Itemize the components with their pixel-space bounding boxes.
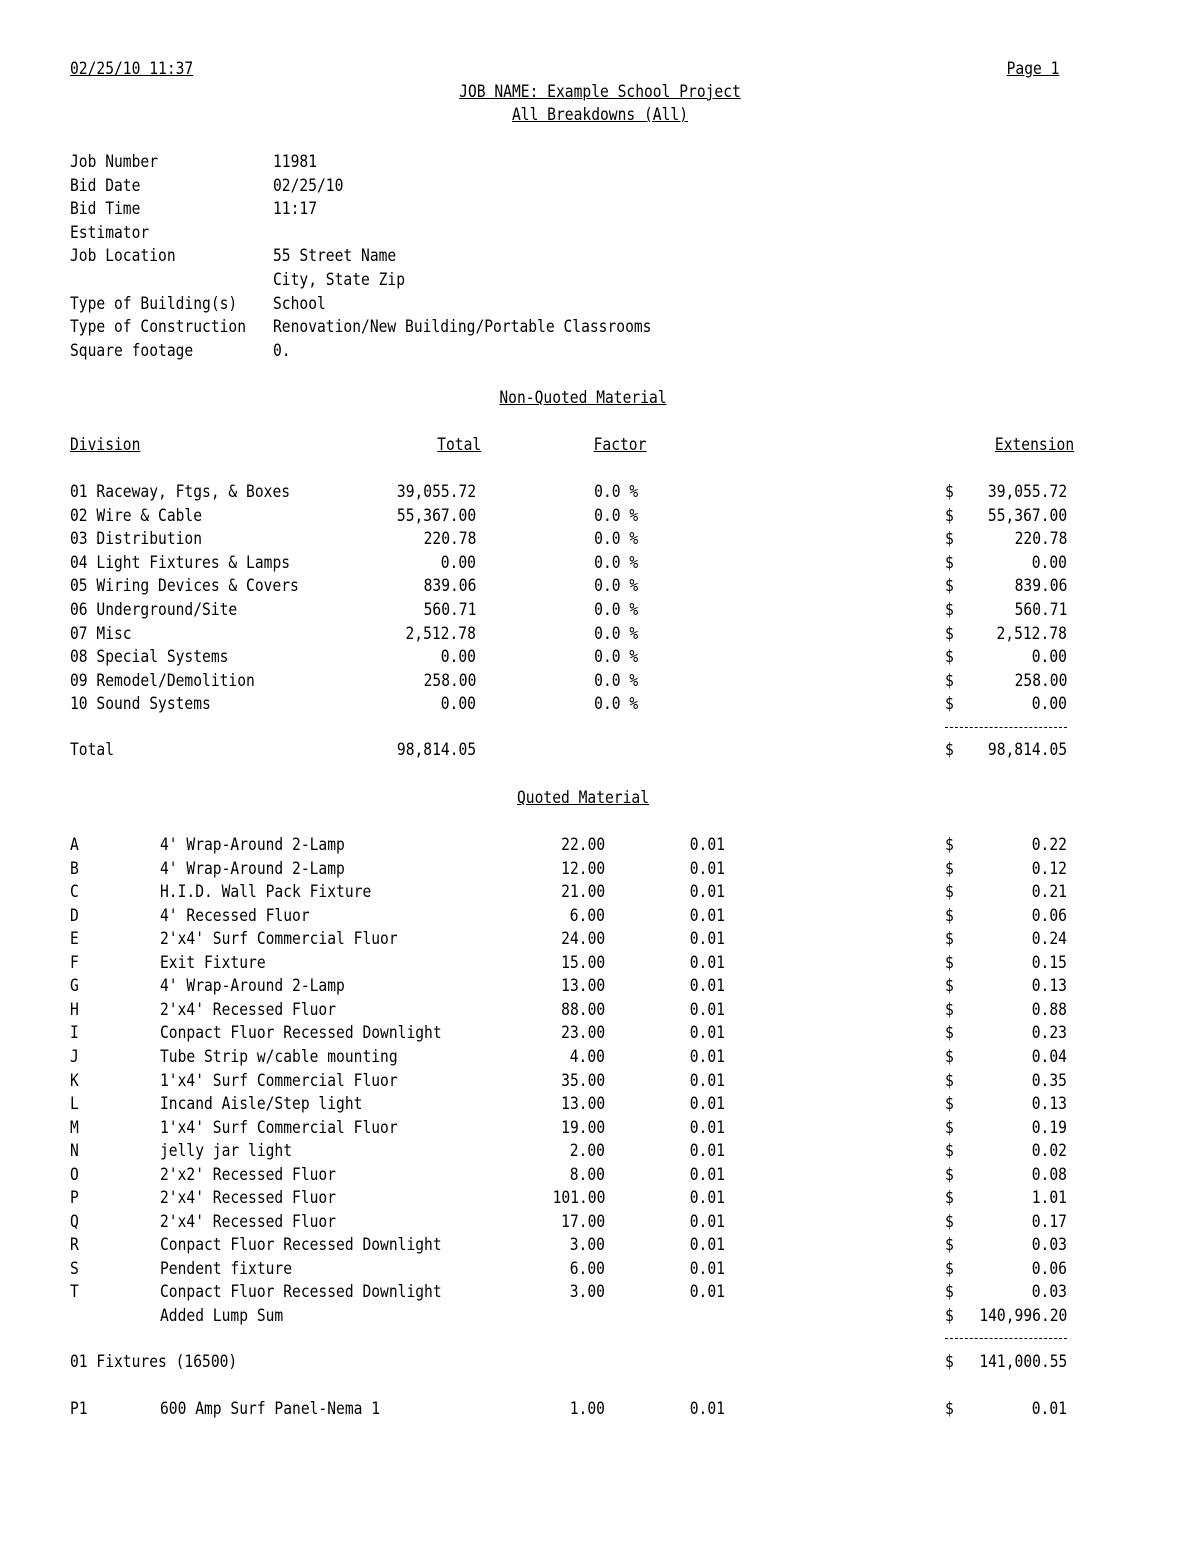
item-description: 2'x4' Recessed Fluor <box>160 1188 337 1209</box>
item-quantity: 23.00 <box>560 1023 605 1044</box>
currency-symbol: $ <box>945 600 954 620</box>
division-name: 04 Light Fixtures & Lamps <box>70 552 291 573</box>
item-code: B <box>70 858 79 879</box>
job-info-label: Job Location <box>70 246 176 267</box>
job-info-value: Renovation/New Building/Portable Classrooms <box>273 317 652 338</box>
division-factor: 0.0 % <box>593 647 638 668</box>
job-info-label: Square footage <box>70 340 194 361</box>
item-description: Incand Aisle/Step light <box>160 1094 363 1115</box>
division-factor: 0.0 % <box>593 623 638 644</box>
item-price: 0.01 <box>689 1023 725 1044</box>
job-info-label: Bid Time <box>70 199 141 220</box>
job-info-label: Type of Construction <box>70 317 247 338</box>
item-quantity: 1.00 <box>569 1399 605 1419</box>
currency-symbol: $ <box>945 1117 954 1138</box>
item-price: 0.01 <box>689 929 725 950</box>
currency-symbol: $ <box>945 1235 954 1256</box>
report-datetime: 02/25/10 11:37 <box>70 59 194 79</box>
item-extension: 0.24 <box>1031 929 1067 950</box>
column-header-factor: Factor <box>593 435 646 455</box>
item-description: 4' Recessed Fluor <box>160 905 310 926</box>
currency-symbol: $ <box>945 1282 954 1303</box>
item-extension: 0.17 <box>1031 1211 1067 1232</box>
non-quoted-section-title: Non-Quoted Material <box>499 388 667 408</box>
currency-symbol: $ <box>945 552 954 573</box>
job-info-value: 0. <box>273 340 291 361</box>
division-total: 258.00 <box>423 670 476 691</box>
division-factor: 0.0 % <box>593 670 638 691</box>
item-quantity: 4.00 <box>569 1046 605 1067</box>
currency-symbol: $ <box>945 529 954 550</box>
item-quantity: 15.00 <box>560 952 605 973</box>
division-extension: 0.00 <box>1031 694 1067 715</box>
non-quoted-total-extension: 98,814.05 <box>987 740 1067 760</box>
currency-symbol: $ <box>945 882 954 903</box>
item-extension: 0.06 <box>1031 905 1067 926</box>
division-total: 220.78 <box>423 529 476 550</box>
item-extension: 0.03 <box>1031 1282 1067 1303</box>
non-quoted-total-value: 98,814.05 <box>396 740 476 760</box>
item-code: I <box>70 1023 79 1044</box>
item-code: L <box>70 1094 79 1115</box>
job-info-label: Type of Building(s) <box>70 293 238 314</box>
division-name: 07 Misc <box>70 623 132 644</box>
division-factor: 0.0 % <box>593 482 638 502</box>
division-total: 0.00 <box>440 694 476 715</box>
non-quoted-total-separator <box>945 727 1067 728</box>
item-description: Conpact Fluor Recessed Downlight <box>160 1282 442 1303</box>
item-quantity: 19.00 <box>560 1117 605 1138</box>
fixtures-subtotal-extension: 141,000.55 <box>978 1352 1067 1372</box>
item-quantity: 6.00 <box>569 1258 605 1279</box>
division-total: 55,367.00 <box>396 505 476 526</box>
item-extension: 0.12 <box>1031 858 1067 879</box>
currency-symbol: $ <box>945 976 954 997</box>
job-info-value: City, State Zip <box>273 270 406 290</box>
currency-symbol: $ <box>945 1141 954 1162</box>
currency-symbol: $ <box>945 1258 954 1279</box>
division-extension: 560.71 <box>1014 600 1067 620</box>
job-info-label: Job Number <box>70 152 159 172</box>
job-info-value: 02/25/10 <box>273 175 344 196</box>
item-price: 0.01 <box>689 952 725 973</box>
item-quantity: 13.00 <box>560 1094 605 1115</box>
item-code: M <box>70 1117 79 1138</box>
item-quantity: 3.00 <box>569 1235 605 1256</box>
division-extension: 0.00 <box>1031 552 1067 573</box>
non-quoted-total-label: Total <box>70 740 115 760</box>
page-number: Page 1 <box>1006 59 1059 79</box>
item-description: 600 Amp Surf Panel-Nema 1 <box>160 1399 381 1419</box>
division-extension: 0.00 <box>1031 647 1067 668</box>
division-factor: 0.0 % <box>593 529 638 550</box>
currency-symbol: $ <box>945 905 954 926</box>
item-extension: 0.88 <box>1031 999 1067 1020</box>
currency-symbol: $ <box>945 1094 954 1115</box>
item-description: Added Lump Sum <box>160 1306 284 1326</box>
item-price: 0.01 <box>689 1211 725 1232</box>
item-price: 0.01 <box>689 1399 725 1419</box>
quoted-subtotal-separator <box>945 1338 1067 1339</box>
currency-symbol: $ <box>945 835 954 855</box>
item-description: 2'x2' Recessed Fluor <box>160 1164 337 1185</box>
division-name: 05 Wiring Devices & Covers <box>70 576 299 597</box>
currency-symbol: $ <box>945 647 954 668</box>
item-code: N <box>70 1141 79 1162</box>
item-quantity: 101.00 <box>552 1188 605 1209</box>
item-quantity: 13.00 <box>560 976 605 997</box>
currency-symbol: $ <box>945 694 954 715</box>
item-price: 0.01 <box>689 858 725 879</box>
division-total: 39,055.72 <box>396 482 476 502</box>
currency-symbol: $ <box>945 1188 954 1209</box>
division-factor: 0.0 % <box>593 552 638 573</box>
item-code: F <box>70 952 79 973</box>
item-description: 2'x4' Recessed Fluor <box>160 1211 337 1232</box>
item-price: 0.01 <box>689 905 725 926</box>
item-extension: 0.08 <box>1031 1164 1067 1185</box>
division-name: 06 Underground/Site <box>70 600 238 620</box>
item-code: J <box>70 1046 79 1067</box>
breakdowns-subtitle: All Breakdowns (All) <box>511 105 689 125</box>
currency-symbol: $ <box>945 1352 954 1372</box>
division-extension: 55,367.00 <box>987 505 1067 526</box>
division-name: 08 Special Systems <box>70 647 229 668</box>
currency-symbol: $ <box>945 1211 954 1232</box>
item-code: D <box>70 905 79 926</box>
division-extension: 220.78 <box>1014 529 1067 550</box>
item-extension: 1.01 <box>1031 1188 1067 1209</box>
item-description: Conpact Fluor Recessed Downlight <box>160 1235 442 1256</box>
item-description: 4' Wrap-Around 2-Lamp <box>160 858 345 879</box>
item-description: Conpact Fluor Recessed Downlight <box>160 1023 442 1044</box>
item-quantity: 88.00 <box>560 999 605 1020</box>
item-code: H <box>70 999 79 1020</box>
division-total: 2,512.78 <box>405 623 476 644</box>
item-description: Exit Fixture <box>160 952 266 973</box>
item-code: A <box>70 835 79 855</box>
item-description: jelly jar light <box>160 1141 293 1162</box>
currency-symbol: $ <box>945 482 954 502</box>
item-description: 4' Wrap-Around 2-Lamp <box>160 835 345 855</box>
division-total: 0.00 <box>440 647 476 668</box>
column-header-total: Total <box>436 435 481 455</box>
item-price: 0.01 <box>689 1188 725 1209</box>
item-code: C <box>70 882 79 903</box>
item-price: 0.01 <box>689 1046 725 1067</box>
item-quantity: 8.00 <box>569 1164 605 1185</box>
column-header-division: Division <box>70 435 141 455</box>
item-extension: 0.22 <box>1031 835 1067 855</box>
item-quantity: 3.00 <box>569 1282 605 1303</box>
division-total: 839.06 <box>423 576 476 597</box>
item-description: 1'x4' Surf Commercial Fluor <box>160 1117 398 1138</box>
item-extension: 0.35 <box>1031 1070 1067 1091</box>
currency-symbol: $ <box>945 1164 954 1185</box>
item-extension: 0.01 <box>1031 1399 1067 1419</box>
item-quantity: 22.00 <box>560 835 605 855</box>
item-extension: 0.02 <box>1031 1141 1067 1162</box>
currency-symbol: $ <box>945 1046 954 1067</box>
item-quantity: 21.00 <box>560 882 605 903</box>
division-extension: 2,512.78 <box>996 623 1067 644</box>
item-price: 0.01 <box>689 976 725 997</box>
division-extension: 839.06 <box>1014 576 1067 597</box>
job-info-value: 55 Street Name <box>273 246 397 267</box>
item-extension: 0.06 <box>1031 1258 1067 1279</box>
job-info-label: Estimator <box>70 222 150 243</box>
item-price: 0.01 <box>689 1235 725 1256</box>
item-description: 4' Wrap-Around 2-Lamp <box>160 976 345 997</box>
item-quantity: 17.00 <box>560 1211 605 1232</box>
division-factor: 0.0 % <box>593 600 638 620</box>
item-code: S <box>70 1258 79 1279</box>
item-price: 0.01 <box>689 999 725 1020</box>
item-price: 0.01 <box>689 1094 725 1115</box>
item-code: T <box>70 1282 79 1303</box>
item-extension: 0.21 <box>1031 882 1067 903</box>
division-total: 0.00 <box>440 552 476 573</box>
item-price: 0.01 <box>689 1070 725 1091</box>
division-name: 03 Distribution <box>70 529 203 550</box>
currency-symbol: $ <box>945 858 954 879</box>
item-extension: 0.19 <box>1031 1117 1067 1138</box>
item-extension: 0.04 <box>1031 1046 1067 1067</box>
division-name: 10 Sound Systems <box>70 694 211 715</box>
currency-symbol: $ <box>945 623 954 644</box>
job-info-value: School <box>273 293 326 314</box>
quoted-section-title: Quoted Material <box>516 788 650 808</box>
currency-symbol: $ <box>945 740 954 760</box>
item-extension: 0.13 <box>1031 1094 1067 1115</box>
item-extension: 0.23 <box>1031 1023 1067 1044</box>
item-description: 2'x4' Surf Commercial Fluor <box>160 929 398 950</box>
item-price: 0.01 <box>689 1258 725 1279</box>
item-quantity: 2.00 <box>569 1141 605 1162</box>
currency-symbol: $ <box>945 505 954 526</box>
item-code: Q <box>70 1211 79 1232</box>
item-extension: 0.15 <box>1031 952 1067 973</box>
item-quantity: 12.00 <box>560 858 605 879</box>
item-code: G <box>70 976 79 997</box>
item-price: 0.01 <box>689 882 725 903</box>
item-price: 0.01 <box>689 1164 725 1185</box>
item-quantity: 6.00 <box>569 905 605 926</box>
job-info-label: Bid Date <box>70 175 141 196</box>
item-price: 0.01 <box>689 1141 725 1162</box>
currency-symbol: $ <box>945 929 954 950</box>
job-name-title: JOB NAME: Example School Project <box>459 82 741 102</box>
item-price: 0.01 <box>689 835 725 855</box>
item-code: O <box>70 1164 79 1185</box>
item-extension: 0.13 <box>1031 976 1067 997</box>
item-description: Pendent fixture <box>160 1258 293 1279</box>
currency-symbol: $ <box>945 1070 954 1091</box>
currency-symbol: $ <box>945 1399 954 1419</box>
currency-symbol: $ <box>945 576 954 597</box>
job-info-value: 11:17 <box>273 199 318 220</box>
item-code: P1 <box>70 1399 88 1419</box>
item-description: H.I.D. Wall Pack Fixture <box>160 882 372 903</box>
currency-symbol: $ <box>945 952 954 973</box>
item-quantity: 24.00 <box>560 929 605 950</box>
item-code: R <box>70 1235 79 1256</box>
item-code: E <box>70 929 79 950</box>
currency-symbol: $ <box>945 1306 954 1326</box>
item-extension: 0.03 <box>1031 1235 1067 1256</box>
currency-symbol: $ <box>945 999 954 1020</box>
currency-symbol: $ <box>945 670 954 691</box>
item-description: 1'x4' Surf Commercial Fluor <box>160 1070 398 1091</box>
item-description: 2'x4' Recessed Fluor <box>160 999 337 1020</box>
division-extension: 258.00 <box>1014 670 1067 691</box>
currency-symbol: $ <box>945 1023 954 1044</box>
item-price: 0.01 <box>689 1117 725 1138</box>
division-extension: 39,055.72 <box>987 482 1067 502</box>
division-name: 09 Remodel/Demolition <box>70 670 255 691</box>
column-header-extension: Extension <box>994 435 1074 455</box>
division-name: 02 Wire & Cable <box>70 505 203 526</box>
fixtures-subtotal-label: 01 Fixtures (16500) <box>70 1352 238 1372</box>
division-factor: 0.0 % <box>593 505 638 526</box>
item-quantity: 35.00 <box>560 1070 605 1091</box>
item-description: Tube Strip w/cable mounting <box>160 1046 398 1067</box>
item-code: P <box>70 1188 79 1209</box>
item-extension: 140,996.20 <box>978 1306 1067 1326</box>
division-factor: 0.0 % <box>593 576 638 597</box>
item-code: K <box>70 1070 79 1091</box>
division-name: 01 Raceway, Ftgs, & Boxes <box>70 482 291 502</box>
job-info-value: 11981 <box>273 152 318 172</box>
item-price: 0.01 <box>689 1282 725 1303</box>
division-factor: 0.0 % <box>593 694 638 715</box>
division-total: 560.71 <box>423 600 476 620</box>
